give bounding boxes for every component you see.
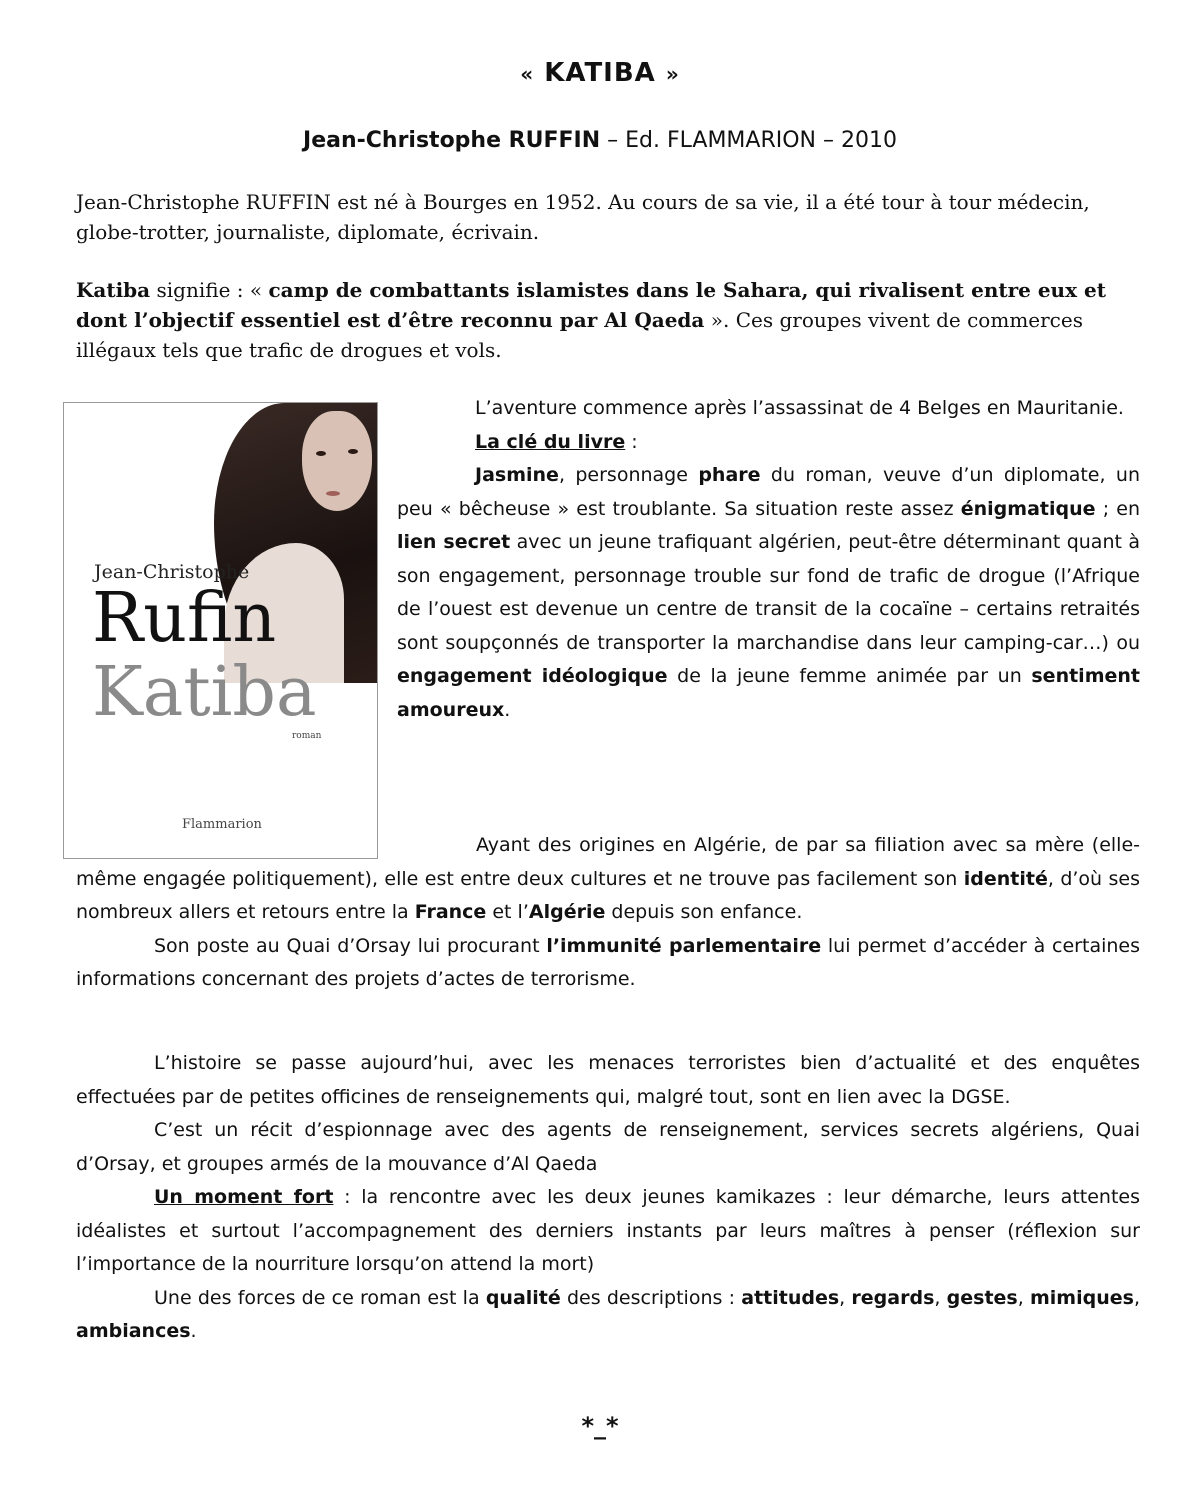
cover-genre: roman — [292, 731, 322, 741]
intro-paragraph-author: Jean-Christophe RUFFIN est né à Bourges en 1952. Au cours de sa vie, il a été tour à tour médecin, globe-trotter, journaliste, diplomate, écrivain. — [76, 190, 1090, 244]
poste-text-2: lui permet d’accéder à certaines informations concernant des projets d’actes de terrorisme. — [76, 934, 1140, 990]
forces-text-3: , — [839, 1286, 852, 1309]
moment-text: : la rencontre avec les deux jeunes kamikazes : leur démarche, leurs attentes idéalistes et surtout l’accompagnement des derniers instants par leurs maîtres à penser (réflexion sur l’importance de la nourriture lorsqu’on attend la mort) — [76, 1186, 1140, 1275]
paragraph-origins — [76, 829, 1140, 930]
review-column-right — [397, 392, 1140, 727]
paragraph-moment — [76, 1181, 1140, 1282]
intro-paragraph-definition — [76, 275, 1136, 365]
origins-text-1: Ayant des origines en Algérie, de par sa filiation avec sa mère (elle-même engagée politiquement), elle est entre deux cultures et ne trouve pas facilement son — [76, 834, 1140, 890]
title-quote-close: » — [665, 62, 680, 86]
paragraph-jasmine — [397, 459, 1140, 727]
definition-tail: ». Ces groupes vivent de commerces illégaux tels que trafic de drogues et vols. — [76, 308, 1083, 362]
title-text: KATIBA — [544, 58, 656, 88]
jasmine-text-3: ; en — [1095, 497, 1140, 520]
key-heading-line — [397, 426, 1140, 460]
jasmine-text-1: , personnage — [558, 464, 699, 486]
forces-text-1: Une des forces de ce roman est la — [154, 1286, 486, 1309]
cover-author-last: Rufin — [92, 579, 277, 658]
document-subtitle — [0, 128, 1200, 153]
origins-text-4: depuis son enfance. — [605, 901, 803, 923]
cover-lips — [326, 491, 340, 496]
forces-bold-5: mimiques — [1030, 1286, 1134, 1309]
subtitle-author: Jean-Christophe RUFFIN — [303, 128, 601, 153]
forces-text-4: , — [934, 1286, 947, 1309]
paragraph-start: L’aventure commence après l’assassinat de 4 Belges en Mauritanie. — [475, 397, 1124, 419]
forces-text-2: des descriptions : — [560, 1286, 742, 1309]
jasmine-name: Jasmine — [475, 464, 559, 486]
origins-bold-2: France — [414, 901, 487, 923]
forces-text-7: . — [190, 1320, 197, 1342]
jasmine-bold-5: engagement idéologique — [397, 665, 668, 687]
key-heading: La clé du livre — [475, 430, 626, 453]
definition-text: camp de combattants islamistes dans le Sahara, qui rivalisent entre eux et dont l’objectif essentiel est d’être reconnu par Al Qaeda — [76, 278, 1106, 332]
forces-bold-1: qualité — [485, 1286, 561, 1309]
moment-heading: Un moment fort — [154, 1186, 334, 1208]
review-section-story — [76, 1047, 1140, 1349]
origins-bold-3: Algérie — [528, 901, 606, 923]
paragraph-histoire: L’histoire se passe aujourd’hui, avec les menaces terroristes bien d’actualité et des enquêtes effectuées par de petites officines de renseignements qui, malgré tout, sont en lien avec la DGSE. — [76, 1052, 1140, 1108]
forces-text-5: , — [1017, 1286, 1030, 1309]
cover-publisher: Flammarion — [182, 817, 262, 832]
cover-eye-right — [348, 449, 358, 454]
jasmine-bold-4: lien secret — [397, 531, 511, 553]
review-section-origins — [76, 829, 1140, 997]
cover-face — [302, 411, 372, 511]
forces-bold-3: regards — [851, 1286, 935, 1309]
jasmine-text-6: . — [504, 698, 511, 721]
end-separator: *_* — [581, 1412, 619, 1440]
subtitle-publisher-year: – Ed. FLAMMARION – 2010 — [600, 128, 897, 153]
cover-eye-left — [316, 451, 326, 456]
poste-text-1: Son poste au Quai d’Orsay lui procurant — [154, 934, 547, 957]
book-cover-image — [63, 402, 378, 859]
poste-bold-1: l’immunité parlementaire — [546, 934, 822, 957]
origins-text-2: , d’où ses nombreux allers et retours entre la — [76, 867, 1140, 923]
katiba-term: Katiba — [76, 278, 151, 302]
origins-bold-1: identité — [963, 867, 1048, 890]
jasmine-bold-2: phare — [698, 464, 761, 486]
jasmine-text-5: de la jeune femme animée par un — [667, 665, 1032, 687]
jasmine-bold-6: sentiment amoureux — [397, 665, 1140, 721]
jasmine-bold-3: énigmatique — [960, 497, 1096, 520]
key-colon: : — [625, 430, 638, 453]
document-title — [0, 58, 1200, 88]
jasmine-text-2: du roman, veuve d’un diplomate, un peu « bêcheuse » est troublante. Sa situation reste assez — [397, 464, 1140, 520]
origins-text-3: et l’ — [486, 901, 529, 923]
jasmine-text-4: avec un jeune trafiquant algérien, peut-être déterminant quant à son engagement, personnage trouble sur fond de trafic de drogue (l’Afrique de l’ouest est devenue un centre de transit de la cocaïne – certains retraités sont soupçonnés de transporter la marchandise dans leur camping-car…) ou — [397, 531, 1140, 654]
paragraph-recit: C’est un récit d’espionnage avec des agents de renseignement, services secrets algériens, Quai d’Orsay, et groupes armés de la mouvance d’Al Qaeda — [76, 1119, 1140, 1175]
paragraph-forces — [76, 1282, 1140, 1349]
paragraph-poste — [76, 930, 1140, 997]
definition-intro: signifie : « — [150, 278, 269, 302]
title-quote-open: « — [520, 62, 535, 86]
forces-bold-6: ambiances — [76, 1320, 191, 1342]
forces-text-6: , — [1133, 1286, 1140, 1309]
cover-author-first: Jean-Christophe — [94, 561, 250, 583]
cover-book-title: Katiba — [92, 653, 317, 732]
forces-bold-4: gestes — [946, 1286, 1018, 1309]
forces-bold-2: attitudes — [741, 1286, 840, 1309]
